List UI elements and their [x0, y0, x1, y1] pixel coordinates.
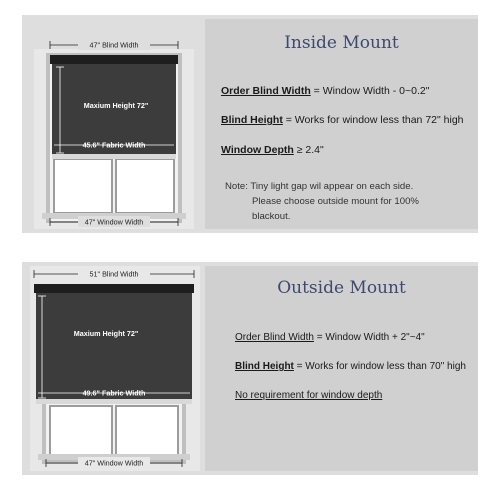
roller-head	[34, 284, 194, 293]
spec-blind-height: Blind Height = Works for window less than 70" high	[235, 361, 466, 372]
window-width-label: 47" Window Width	[84, 217, 144, 227]
spec-blind-height: Blind Height = Works for window less than 72" high	[221, 114, 464, 126]
outside-mount-info	[205, 266, 478, 471]
blind-fabric	[36, 293, 192, 401]
fabric-width-label: 49.6" Fabric Width	[82, 388, 146, 398]
blind-width-label: 47" Blind Width	[89, 40, 139, 50]
spec-window-depth: No requirement for window depth	[235, 390, 383, 401]
blind-width-label: 51" Blind Width	[89, 269, 139, 279]
spec-order-blind-width: Order Blind Width = Window Width - 0~0.2"	[221, 85, 430, 97]
outside-mount-panel	[22, 262, 478, 475]
note-text: Note: Tiny light gap wil appear on each side. Please choose outside mount for 100% blackout.	[225, 181, 419, 222]
inside-mount-panel	[22, 15, 478, 233]
outside-mount-illustration	[28, 266, 200, 471]
fabric-width-label: 45.6" Fabric Width	[82, 140, 146, 150]
inside-mount-illustration	[28, 19, 200, 229]
inside-mount-info	[205, 19, 478, 229]
spec-order-blind-width: Order Blind Width = Window Width + 2"~4"	[235, 332, 425, 343]
max-height-label: Maxium Height 72"	[83, 101, 149, 110]
window-width-label: 47" Window Width	[84, 458, 144, 468]
spec-window-depth: Window Depth ≥ 2.4"	[221, 144, 324, 156]
max-height-label: Maxium Height 72"	[73, 329, 139, 338]
roller-head	[50, 55, 178, 64]
outside-mount-title: Outside Mount	[277, 278, 406, 298]
inside-mount-title: Inside Mount	[284, 33, 399, 53]
